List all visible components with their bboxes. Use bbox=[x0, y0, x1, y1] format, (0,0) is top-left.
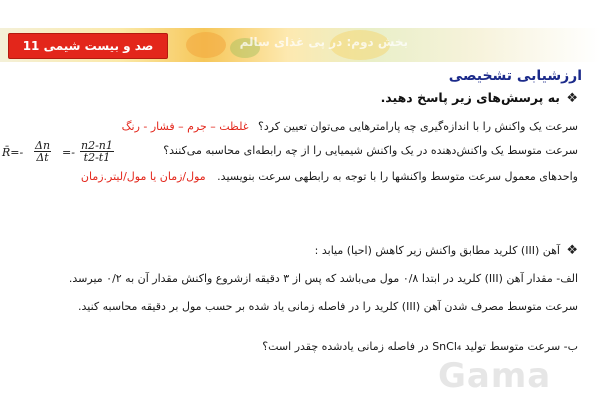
formula-frac1-den: Δt bbox=[36, 151, 49, 164]
problem-intro: آهن (III) کلرید مطابق واکنش زیر کاهش (احیا) میابد : bbox=[314, 244, 560, 257]
formula-eq: =- bbox=[62, 146, 75, 159]
question-2-text: سرعت متوسط یک واکنش‌دهنده در یک واکنش شیمیایی را از چه رابطه‌ای محاسبه می‌کنند؟ bbox=[163, 144, 578, 157]
watermark-logo: Gama bbox=[438, 356, 552, 396]
book-badge: صد و بیست شیمی 11 bbox=[8, 33, 168, 59]
formula-frac1-num: Δn bbox=[35, 139, 51, 152]
diamond-bullet-icon: ❖ bbox=[566, 91, 578, 106]
instruction-line bbox=[381, 90, 578, 106]
section-title: ارزشیابی تشخیصی bbox=[448, 68, 582, 84]
problem-part-a: الف- مقدار آهن (III) کلرید در ابتدا ۰/۸ مول می‌باشد که پس از ۳ دقیقه ازشروع واکنش مقدار آن به ۰/۲ میرسد. bbox=[68, 272, 578, 285]
decorative-leaf bbox=[186, 32, 226, 58]
question-3-answer: مول/زمان یا مول/لیتر.زمان bbox=[80, 170, 206, 183]
formula-frac2-den: t2-t1 bbox=[83, 151, 111, 164]
question-2 bbox=[163, 144, 578, 157]
question-1 bbox=[122, 120, 578, 133]
problem-part-b: ب- سرعت متوسط تولید SnCl₄ در فاصله زمانی یادشده چقدر است؟ bbox=[262, 340, 578, 353]
question-1-text: سرعت یک واکنش را با اندازه‌گیری چه پارامترهایی می‌توان تعیین کرد؟ bbox=[257, 120, 578, 133]
formula-frac2-num: n2-n1 bbox=[81, 139, 113, 152]
formula-fraction-1 bbox=[34, 140, 51, 163]
question-3 bbox=[81, 170, 578, 183]
problem-part-a-question: سرعت متوسط مصرف شدن آهن (III) کلرید را در فاصله زمانی یاد شده بر حسب مول بر دقیقه محاسبه کنید. bbox=[78, 300, 578, 313]
formula-fraction-2 bbox=[80, 140, 114, 163]
question-1-answer: غلظت – جرم – فشار - رنگ bbox=[121, 120, 249, 133]
formula-lhs: R̄=- bbox=[2, 146, 24, 159]
question-3-text: واحدهای معمول سرعت متوسط واکنشها را با توجه به رابطهی سرعت بنویسید. bbox=[217, 170, 578, 183]
average-rate-formula bbox=[2, 138, 142, 166]
diamond-bullet-icon: ❖ bbox=[566, 243, 578, 258]
header-faded-title: بخش دوم: در پی غذای سالم bbox=[239, 35, 408, 49]
problem-intro-line bbox=[315, 243, 578, 258]
instruction-text: به پرسش‌های زیر پاسخ دهید. bbox=[380, 90, 560, 105]
